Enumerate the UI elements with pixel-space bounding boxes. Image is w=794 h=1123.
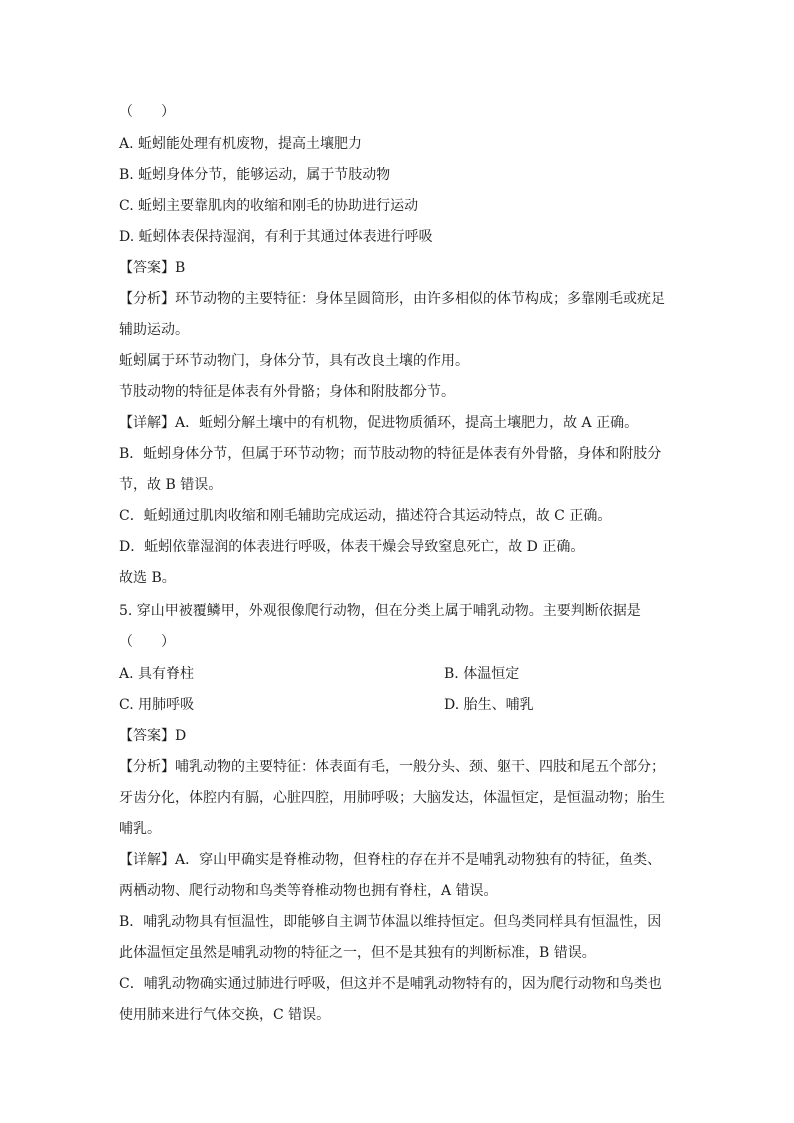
q5-analysis-line: 牙齿分化，体腔内有膈，心脏四腔，用肺呼吸；大脑发达，体温恒定，是恒温动物；胎生 [119,790,665,806]
q5-answer: 【答案】D [119,728,187,744]
q4-option-b: B. 蚯蚓身体分节，能够运动，属于节肢动物 [119,167,391,183]
q5-paren: （ ） [119,634,175,650]
q4-detail-line: B．蚯蚓身体分节，但属于环节动物；而节肢动物的特征是体表有外骨骼，身体和附肢分 [119,446,662,462]
q4-option-a: A. 蚯蚓能处理有机废物，提高土壤肥力 [119,136,363,152]
q4-analysis-line: 辅助运动。 [119,322,189,338]
q4-detail-line: 【详解】A．蚯蚓分解土壤中的有机物，促进物质循环，提高土壤肥力，故 A 正确。 [119,415,639,431]
q5-analysis-line: 【分析】哺乳动物的主要特征：体表面有毛，一般分头、颈、躯干、四肢和尾五个部分； [119,759,665,775]
q5-detail-line: C．哺乳动物确实通过肺进行呼吸，但这并不是哺乳动物特有的，因为爬行动物和鸟类也 [119,976,662,992]
q4-detail-line: 节，故 B 错误。 [119,477,223,493]
q5-analysis-line: 哺乳。 [119,821,161,837]
q4-analysis-line: 节肢动物的特征是体表有外骨骼；身体和附肢都分节。 [119,384,455,400]
q4-option-c: C. 蚯蚓主要靠肌肉的收缩和刚毛的协助进行运动 [119,198,419,214]
q5-stem: 5. 穿山甲被覆鳞甲，外观很像爬行动物，但在分类上属于哺乳动物。主要判断依据是 [119,603,641,619]
q4-detail-line: 故选 B。 [119,570,176,586]
q5-detail-line: 【详解】A．穿山甲确实是脊椎动物，但脊柱的存在并不是哺乳动物独有的特征，鱼类、 [119,852,662,868]
q5-option-d: D. 胎生、哺乳 [444,697,534,713]
q4-detail-line: D．蚯蚓依靠湿润的体表进行呼吸，体表干燥会导致窒息死亡，故 D 正确。 [119,539,585,555]
q4-paren: （ ） [119,104,175,120]
q5-option-a: A. 具有脊柱 [119,666,195,682]
q4-answer: 【答案】B [119,260,186,276]
q5-option-b: B. 体温恒定 [444,666,520,682]
q4-detail-line: C．蚯蚓通过肌肉收缩和刚毛辅助完成运动，描述符合其运动特点，故 C 正确。 [119,508,612,524]
q4-option-d: D. 蚯蚓体表保持湿润，有利于其通过体表进行呼吸 [119,229,433,245]
q4-analysis-line: 【分析】环节动物的主要特征：身体呈圆筒形，由许多相似的体节构成；多靠刚毛或疣足 [119,291,665,307]
q5-detail-line: 使用肺来进行气体交换，C 错误。 [119,1007,331,1023]
q4-analysis-line: 蚯蚓属于环节动物门，身体分节，具有改良土壤的作用。 [119,353,469,369]
q5-detail-line: 此体温恒定虽然是哺乳动物的特征之一，但不是其独有的判断标准，B 错误。 [119,945,596,961]
q5-option-c: C. 用肺呼吸 [119,697,195,713]
q5-detail-line: B．哺乳动物具有恒温性，即能够自主调节体温以维持恒定。但鸟类同样具有恒温性，因 [119,914,662,930]
q5-detail-line: 两栖动物、爬行动物和鸟类等脊椎动物也拥有脊柱，A 错误。 [119,883,498,899]
